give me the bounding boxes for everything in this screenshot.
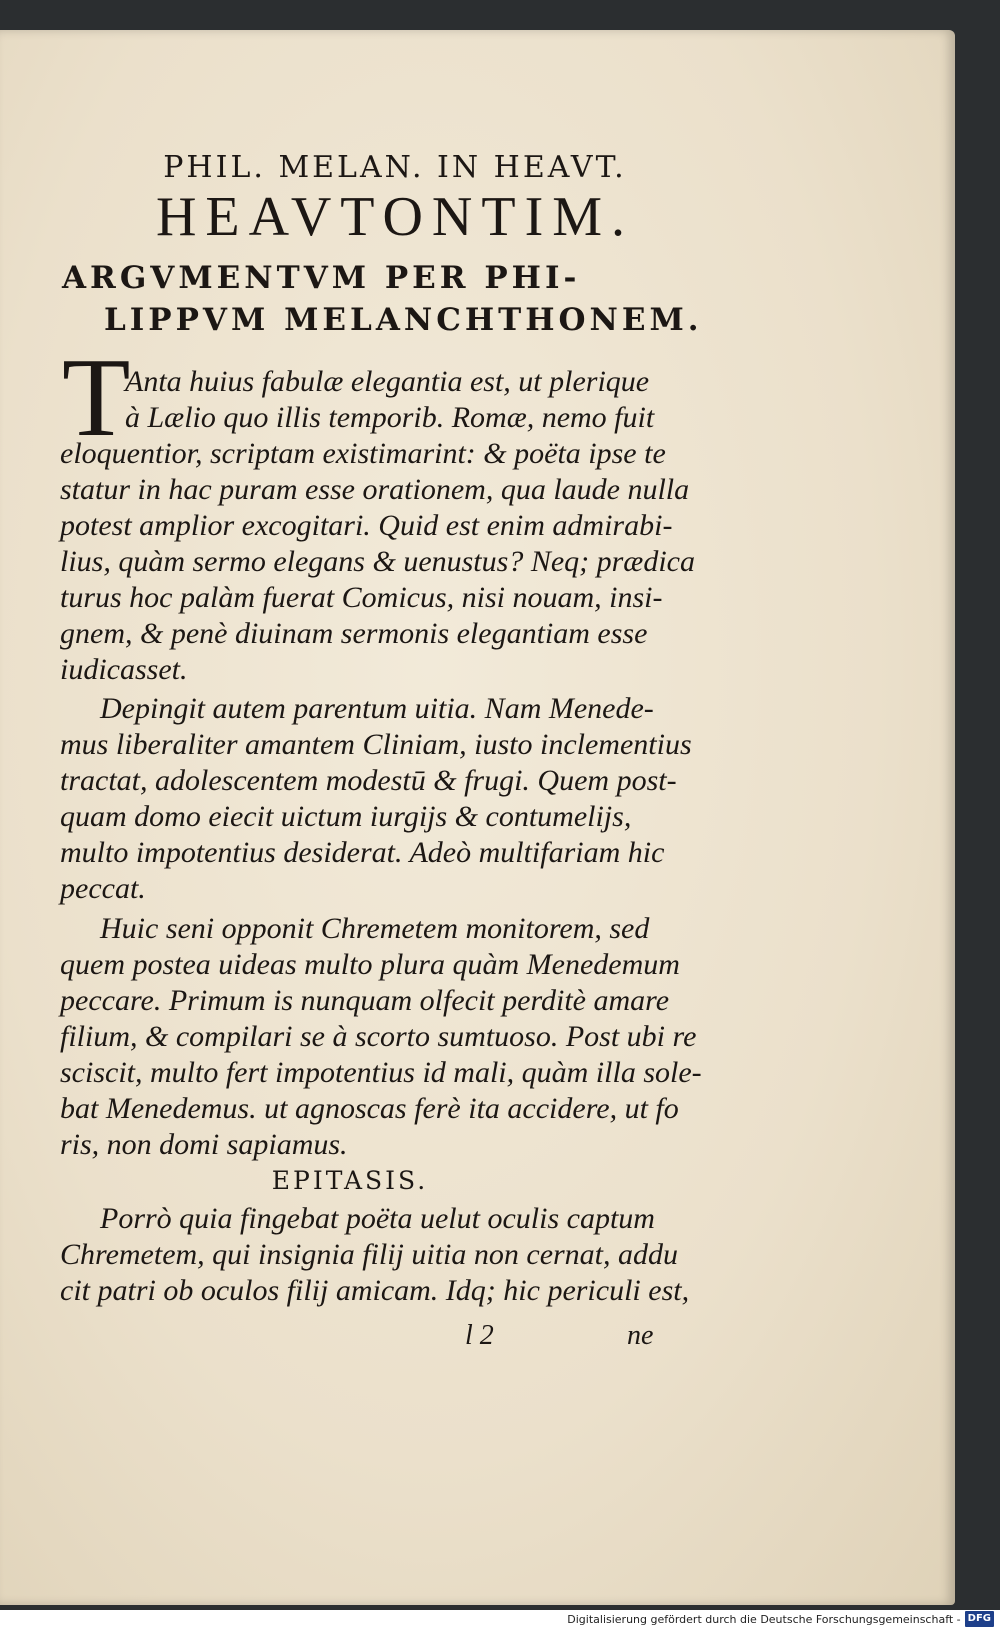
book-page	[0, 30, 955, 1605]
text-line: Anta huius fabulæ elegantia est, ut plerique	[125, 365, 650, 398]
text-line: Depingit autem parentum uitia. Nam Menede-	[100, 692, 654, 725]
text-line: sciscit, multo fert impotentius id mali, quàm illa sole-	[60, 1056, 702, 1089]
signature-mark: l 2	[465, 1320, 494, 1351]
text-line: lius, quàm sermo elegans & uenustus? Neq; prædica	[60, 545, 695, 578]
text-line: statur in hac puram esse orationem, qua laude nulla	[60, 473, 690, 506]
argument-heading-line-2: LIPPVM MELANCHTHONEM.	[104, 302, 703, 338]
text-line: ris, non domi sapiamus.	[60, 1128, 348, 1161]
argument-heading-line-1: ARGVMENTVM PER PHI-	[62, 260, 581, 296]
text-line: tractat, adolescentem modestū & frugi. Quem post-	[60, 764, 677, 797]
text-line: bat Menedemus. ut agnoscas ferè ita accidere, ut fo	[60, 1092, 679, 1125]
text-line: à Lælio quo illis temporib. Romæ, nemo fuit	[125, 401, 655, 434]
credit-text: Digitalisierung gefördert durch die Deutsche Forschungsgemeinschaft -	[567, 1612, 961, 1626]
text-line: peccat.	[60, 872, 146, 905]
text-line: quem postea uideas multo plura quàm Menedemum	[60, 948, 680, 981]
text-line: gnem, & penè diuinam sermonis elegantiam esse	[60, 617, 648, 650]
text-line: iudicasset.	[60, 653, 188, 686]
drop-initial: T	[62, 336, 131, 460]
page-title: HEAVTONTIM.	[155, 186, 635, 248]
text-line: eloquentior, scriptam existimarint: & poëta ipse te	[60, 437, 666, 470]
text-line: Chremetem, qui insignia filij uitia non cernat, addu	[60, 1238, 679, 1271]
text-line: multo impotentius desiderat. Adeò multifariam hic	[60, 836, 665, 869]
text-line: peccare. Primum is nunquam olfecit perditè amare	[60, 984, 670, 1017]
text-line: Porrò quia fingebat poëta uelut oculis captum	[100, 1202, 655, 1235]
dfg-logo: DFG	[965, 1611, 994, 1627]
text-line: potest amplior excogitari. Quid est enim admirabi-	[60, 509, 673, 542]
text-line: cit patri ob oculos filij amicam. Idq; hic periculi est,	[60, 1274, 690, 1307]
digitization-credit	[567, 1610, 994, 1628]
text-line: mus liberaliter amantem Cliniam, iusto inclementius	[60, 728, 692, 761]
catchword: ne	[627, 1320, 654, 1351]
text-line: turus hoc palàm fuerat Comicus, nisi nouam, insi-	[60, 581, 663, 614]
text-line: filium, & compilari se à scorto sumtuoso. Post ubi re	[60, 1020, 697, 1053]
text-line: quam domo eiecit uictum iurgijs & contumelijs,	[60, 800, 632, 833]
running-head: PHIL. MELAN. IN HEAVT.	[163, 150, 627, 185]
section-heading: EPITASIS.	[271, 1166, 429, 1195]
text-line: Huic seni opponit Chremetem monitorem, sed	[100, 912, 650, 945]
